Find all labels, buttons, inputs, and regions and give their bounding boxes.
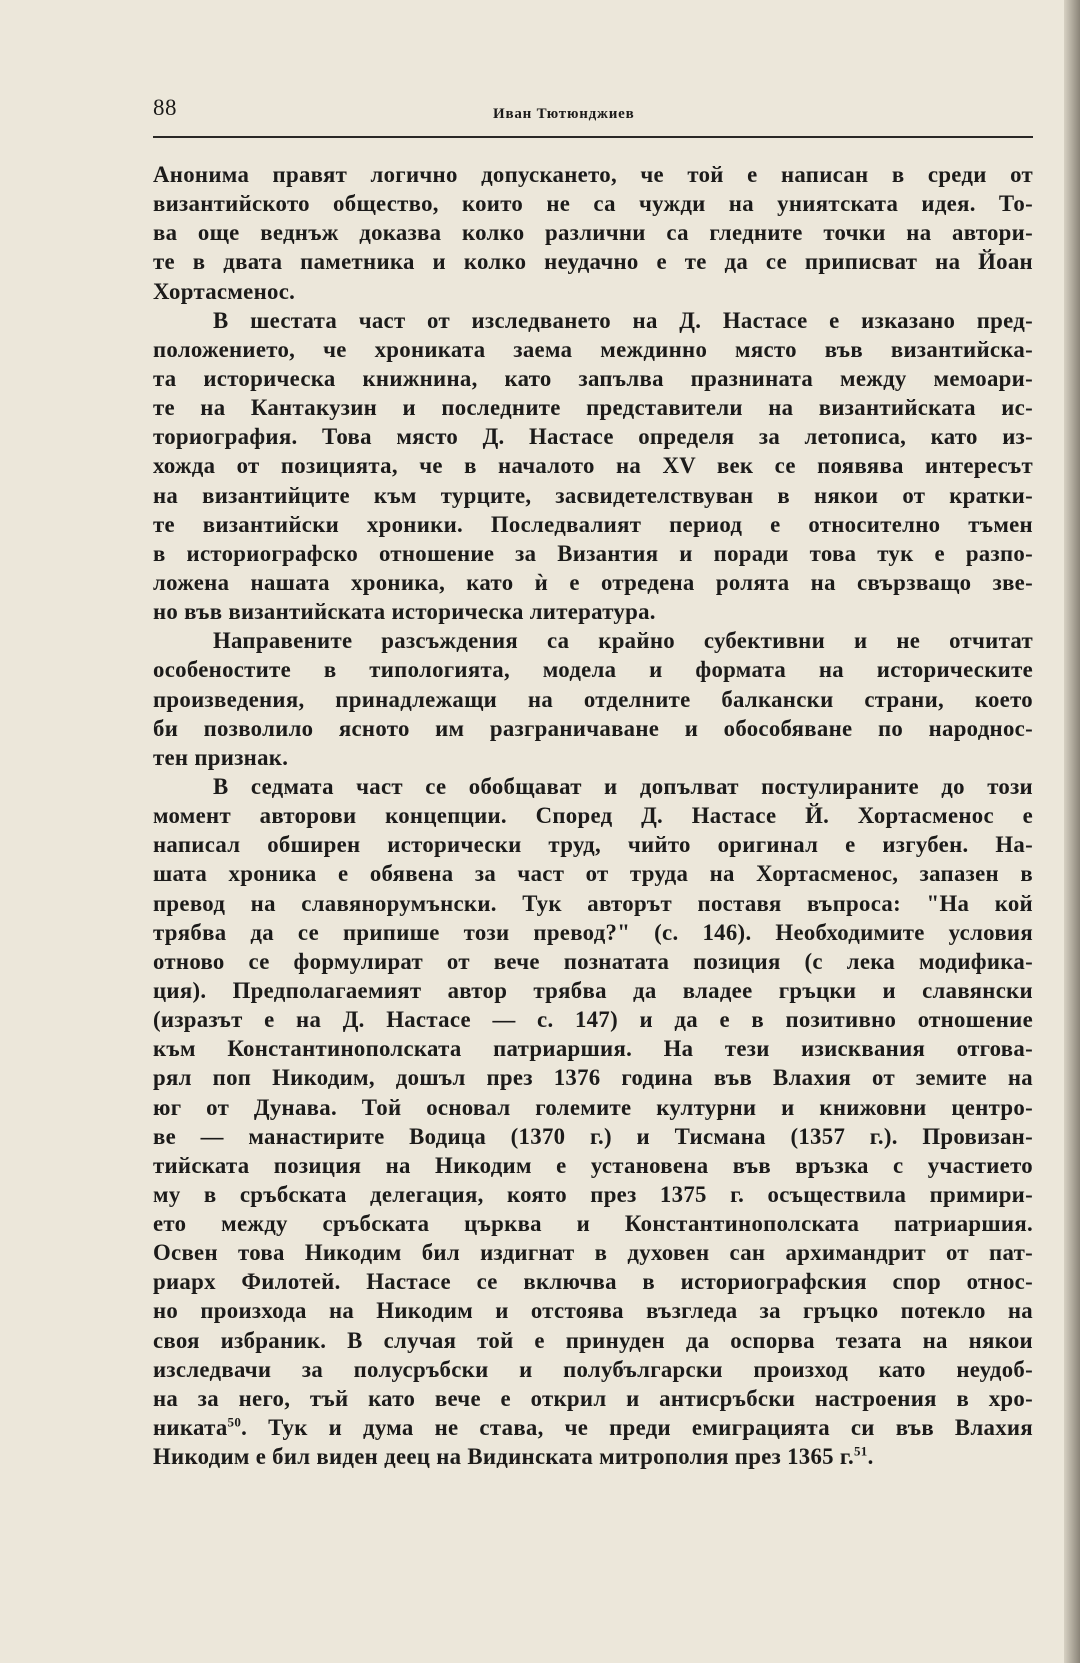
text-line: трябва да се припише този превод?" (с. 146). Необходимите условия <box>153 919 1033 945</box>
text-line: В седмата част се обобщават и допълват постулираните до този <box>213 773 1033 799</box>
text-line: написал обширен исторически труд, чийто оригинал е изгубен. На- <box>153 832 1033 858</box>
text-line: В шестата част от изследването на Д. Настасе е изказано пред- <box>213 307 1033 333</box>
text-line: ва още веднъж доказва колко различни са гледните точки на автори- <box>153 220 1033 246</box>
text-line: Направените разсъждения са крайно субективни и не отчитат <box>213 628 1033 654</box>
page-header <box>153 95 1035 135</box>
text-line: Освен това Никодим бил издигнат в духовен сан архимандрит от пат- <box>153 1240 1033 1266</box>
running-head: Иван Тютюнджиев <box>493 106 635 122</box>
text-line: изследвачи за полусръбски и полубългарски произход като неудоб- <box>153 1356 1033 1382</box>
text-line: му в сръбската делегация, която през 1375 г. осъществила примири- <box>153 1181 1033 1207</box>
text-line: но във византийската историческа литература. <box>153 599 656 625</box>
text-line: никата$^{50}$. Тук и дума не става, че преди емиграцията си във Влахия <box>153 1414 1033 1441</box>
text-line: те на Кантакузин и последните представители на византийската ис- <box>153 395 1033 421</box>
text-line: ето между сръбската църква и Константинополската патриаршия. <box>153 1211 1033 1237</box>
text-line: но произхода на Никодим и отстоява възгледа за гръцко потекло на <box>153 1298 1033 1324</box>
text-line: шата хроника е обявена за част от труда на Хортасменос, запазен в <box>153 861 1033 887</box>
text-line: Никодим е бил виден деец на Видинската митрополия през 1365 г.$^{51}$. <box>153 1443 874 1470</box>
text-line: ция). Предполагаемият автор трябва да владее гръцки и славянски <box>153 977 1033 1003</box>
text-line: на за него, тъй като вече е открил и антисръбски настроения в хро- <box>153 1385 1033 1411</box>
text-line: Анонима правят логично допускането, че той е написан в среди от <box>153 162 1033 187</box>
footnote-marker: 51 <box>853 1443 868 1459</box>
text-line: би позволило ясното им разграничаване и обособяване по народнос- <box>153 715 1033 741</box>
text-line: произведения, принадлежащи на отделните балкански страни, което <box>153 686 1033 712</box>
text-line: та историческа книжнина, като запълва празнината между мемоари- <box>153 365 1033 391</box>
text-line: особеностите в типологията, модела и формата на историческите <box>153 657 1033 683</box>
text-line: тен признак. <box>153 744 289 770</box>
text-line: те в двата паметника и колко неудачно е те да се приписват на Йоан <box>153 249 1033 275</box>
text-line: положението, че хрониката заема междинно място във византийска- <box>153 336 1033 362</box>
text-line: своя избраник. В случая той е принуден да оспорва тезата на някои <box>153 1327 1033 1353</box>
text-line: превод на славянорумънски. Тук авторът поставя въпроса: "На кой <box>153 890 1033 916</box>
text-line: ториография. Това място Д. Настасе определя за летописа, като из- <box>153 424 1033 450</box>
page-edge-shadow <box>1064 0 1080 1663</box>
page-number: 88 <box>153 95 177 120</box>
text-line: риарх Филотей. Настасе се включва в историографския спор относ- <box>153 1269 1033 1295</box>
text-line: към Константинополската патриаршия. На тези изисквания отгова- <box>153 1036 1033 1062</box>
header-rule <box>153 136 1033 138</box>
body-text <box>153 160 1033 1471</box>
text-line: (изразът е на Д. Настасе — с. 147) и да е в позитивно отношение <box>153 1007 1033 1033</box>
text-line: отново се формулират от вече познатата позиция (с лека модифика- <box>153 948 1033 974</box>
text-line: ложена нашата хроника, като ѝ е отредена ролята на свързващо зве- <box>153 569 1033 595</box>
text-line: ве — манастирите Водица (1370 г.) и Тисмана (1357 г.). Провизан- <box>153 1123 1033 1149</box>
text-line: момент авторови концепции. Според Д. Настасе Й. Хортасменос е <box>153 803 1033 829</box>
text-line: на византийците към турците, засвидетелствуван в някои от кратки- <box>153 482 1033 508</box>
text-line: тийската позиция на Никодим е установена във връзка с участието <box>153 1152 1033 1178</box>
text-line: византийското общество, които не са чужди на униятската идея. То- <box>153 191 1033 217</box>
text-line: те византийски хроники. Последвалият период е относително тъмен <box>153 511 1033 537</box>
text-line: хожда от позицията, че в началото на XV век се появява интересът <box>153 453 1033 479</box>
text-line: юг от Дунава. Той основал големите културни и книжовни центро- <box>153 1094 1033 1120</box>
footnote-marker: 50 <box>227 1414 242 1430</box>
text-line: Хортасменос. <box>153 278 296 304</box>
text-line: в историографско отношение за Византия и поради това тук е разпо- <box>153 540 1033 566</box>
text-line: рял поп Никодим, дошъл през 1376 година във Влахия от земите на <box>153 1065 1033 1091</box>
